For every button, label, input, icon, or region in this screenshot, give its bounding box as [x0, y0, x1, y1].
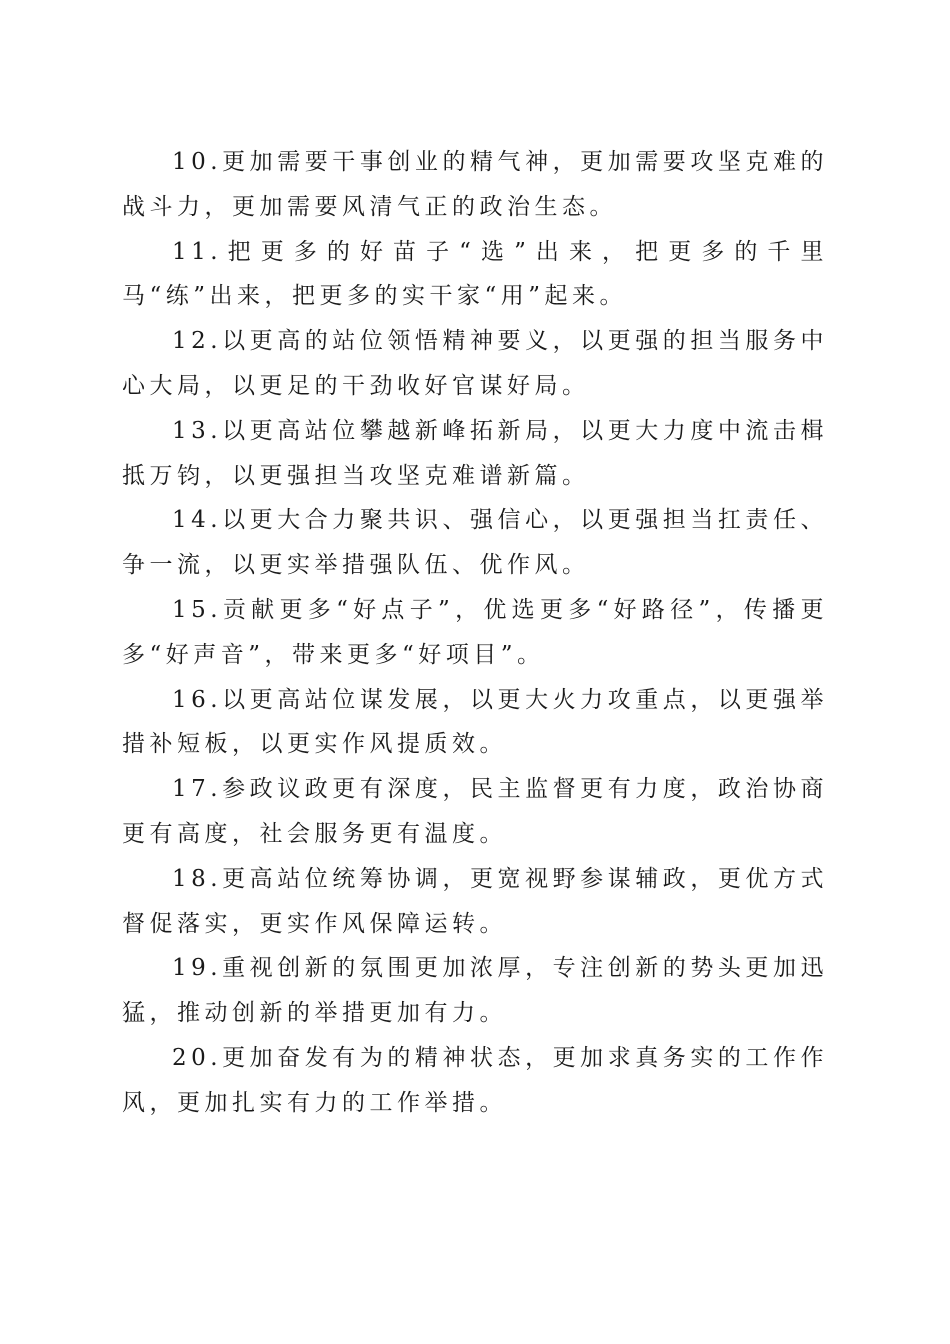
paragraph-10: 10.更加需要干事创业的精气神，更加需要攻坚克难的战斗力，更加需要风清气正的政治生态。	[122, 149, 828, 220]
paragraph-18: 18.更高站位统筹协调，更宽视野参谋辅政，更优方式督促落实，更实作风保障运转。	[122, 865, 828, 937]
paragraph-19: 19.重视创新的氛围更加浓厚，专注创新的势头更加迅猛，推动创新的举措更加有力。	[122, 955, 828, 1027]
paragraph-20: 20.更加奋发有为的精神状态，更加求真务实的工作作风，更加扎实有力的工作举措。	[122, 1044, 828, 1116]
paragraph-17: 17.参政议政更有深度，民主监督更有力度，政治协商更有高度，社会服务更有温度。	[122, 776, 828, 847]
paragraph-12: 12.以更高的站位领悟精神要义，以更强的担当服务中心大局，以更足的干劲收好官谋好局。	[122, 328, 828, 399]
paragraph-16: 16.以更高站位谋发展，以更大火力攻重点，以更强举措补短板，以更实作风提质效。	[122, 686, 828, 758]
paragraph-13: 13.以更高站位攀越新峰拓新局，以更大力度中流击楫抵万钧，以更强担当攻坚克难谱新篇。	[122, 417, 828, 489]
paragraph-14: 14.以更大合力聚共识、强信心，以更强担当扛责任、争一流，以更实举措强队伍、优作风。	[122, 507, 828, 579]
paragraph-11: 11.把更多的好苗子“选”出来，把更多的千里马“练”出来，把更多的实干家“用”起来。	[122, 238, 828, 310]
paragraph-15: 15.贡献更多“好点子”，优选更多“好路径”，传播更多“好声音”，带来更多“好项目”。	[122, 596, 828, 668]
document-body	[122, 140, 828, 1126]
